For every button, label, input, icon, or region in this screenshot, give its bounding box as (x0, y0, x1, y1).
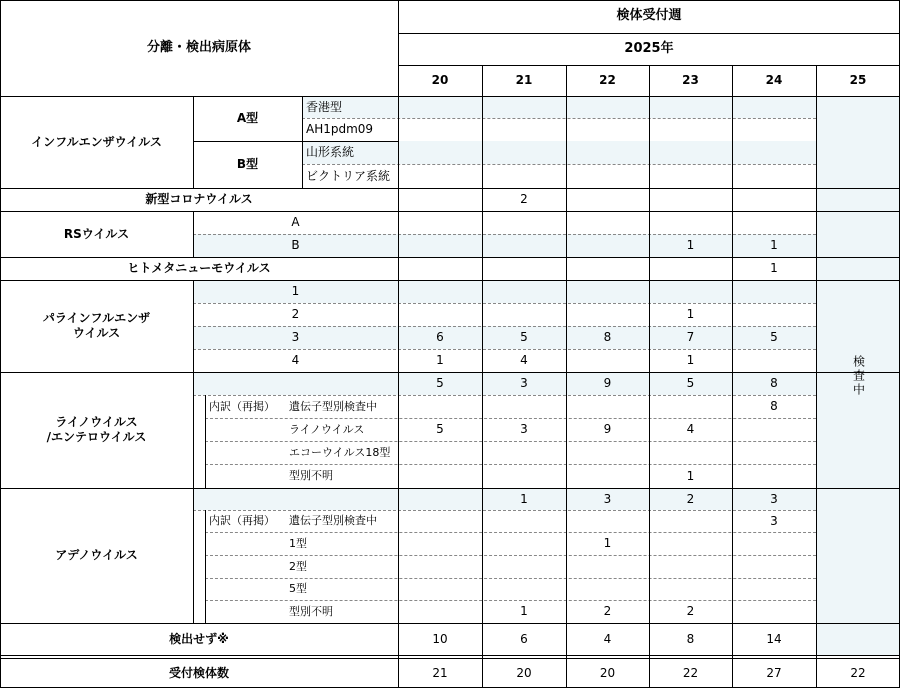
count-cell: 27 (766, 665, 782, 680)
count-cell (398, 441, 482, 464)
week-number: 20 (431, 73, 449, 87)
not-detected-label: 検出せず※ (169, 631, 229, 646)
grid-line (0, 658, 900, 659)
count-cell (566, 257, 649, 280)
grid-line (193, 510, 816, 511)
count-cell (398, 188, 482, 211)
count-cell (398, 488, 482, 510)
week-heading: 検体受付週 (616, 8, 682, 24)
count-cell: 3 (520, 376, 528, 390)
grid-line (0, 257, 900, 258)
count-cell: 6 (436, 330, 444, 344)
count-cell (649, 578, 732, 600)
count-cell: 5 (436, 422, 444, 436)
count-cell (649, 280, 732, 303)
count-cell: 21 (432, 665, 448, 680)
count-cell (566, 280, 649, 303)
grid-line (732, 65, 733, 688)
count-cell: 20 (599, 665, 616, 680)
count-cell (398, 510, 482, 532)
count-cell (482, 555, 566, 578)
grid-line (302, 96, 303, 188)
count-cell (566, 303, 649, 326)
week-number: 22 (599, 73, 616, 87)
count-cell (566, 578, 649, 600)
grid-line (193, 349, 816, 350)
count-cell: 3 (520, 422, 528, 436)
pending-label: 検査中 (851, 354, 866, 397)
grid-line (193, 280, 194, 623)
count-cell: 2 (520, 192, 528, 206)
count-cell (482, 441, 566, 464)
adeno-subtype: 型別不明 (289, 604, 333, 618)
count-cell: 1 (520, 604, 528, 618)
grid-line (566, 65, 567, 688)
grid-line (193, 96, 194, 188)
count-cell (482, 257, 566, 280)
grid-line (205, 510, 206, 623)
count-cell: 1 (770, 238, 778, 252)
count-cell (398, 211, 482, 234)
grid-line (205, 578, 816, 579)
count-cell: 1 (686, 238, 695, 252)
shaded-band (193, 488, 302, 510)
grid-line (0, 623, 900, 624)
count-cell: 4 (686, 422, 695, 436)
para-subtype: 1 (291, 284, 300, 298)
count-cell: 22 (682, 665, 699, 680)
influenza-subtype: 山形系統 (306, 145, 355, 159)
count-cell (732, 188, 816, 211)
count-cell: 5 (770, 330, 778, 344)
count-cell (398, 280, 482, 303)
group-covid: 新型コロナウイルス (145, 192, 253, 206)
influenza-type-a: A型 (236, 111, 259, 125)
week-number: 25 (849, 73, 867, 87)
rsv-subtype: B (291, 238, 300, 252)
count-cell (649, 257, 732, 280)
grid-line (193, 211, 194, 257)
count-cell: 1 (686, 468, 695, 483)
count-cell (482, 510, 566, 532)
count-cell (649, 211, 732, 234)
count-cell (398, 395, 482, 418)
grid-line (193, 326, 816, 327)
count-cell (732, 578, 816, 600)
count-cell (482, 395, 566, 418)
count-cell (566, 188, 649, 211)
grid-line (193, 234, 816, 235)
count-cell (482, 464, 566, 488)
count-cell: 8 (770, 376, 778, 390)
rsv-subtype: A (291, 215, 300, 229)
grid-line (649, 65, 650, 688)
count-cell (649, 395, 732, 418)
grid-line (398, 0, 399, 688)
group-parainfluenza (0, 280, 193, 372)
page-title: 分離・検出病原体 (146, 39, 251, 55)
count-cell (649, 188, 732, 211)
count-cell (398, 532, 482, 555)
grid-line (205, 555, 816, 556)
count-cell (566, 510, 649, 532)
count-cell (732, 211, 816, 234)
count-cell: 22 (850, 665, 866, 680)
count-cell: 3 (603, 491, 612, 506)
count-cell: 8 (770, 399, 778, 413)
group-name-line: パラインフルエンザ (42, 311, 151, 325)
count-cell (398, 303, 482, 326)
adeno-subtype: 遺伝子型別検査中 (289, 514, 377, 528)
breakdown-label: 内訳（再掲） (209, 514, 275, 528)
grid-line (0, 0, 1, 688)
count-cell (732, 532, 816, 555)
count-cell (649, 441, 732, 464)
group-rsv: RSウイルス (63, 226, 130, 241)
count-cell (398, 234, 482, 257)
count-cell: 3 (770, 513, 778, 528)
para-subtype: 4 (291, 353, 300, 367)
influenza-subtype: AH1pdm09 (306, 122, 374, 136)
count-cell (732, 555, 816, 578)
adeno-subtype: 1型 (289, 536, 307, 550)
count-cell: 8 (603, 330, 612, 344)
para-subtype: 3 (291, 330, 300, 344)
count-cell (482, 303, 566, 326)
count-cell: 10 (432, 631, 448, 646)
grid-line (205, 464, 816, 465)
influenza-subtype: ビクトリア系統 (306, 168, 391, 183)
para-subtype: 2 (291, 307, 300, 321)
grid-line (193, 141, 398, 142)
count-cell (482, 211, 566, 234)
grid-line (193, 303, 816, 304)
count-cell (482, 234, 566, 257)
count-cell (566, 395, 649, 418)
count-cell: 1 (686, 307, 695, 321)
count-cell (482, 280, 566, 303)
count-cell: 1 (770, 261, 778, 275)
count-cell (732, 349, 816, 372)
rhino-subtype: 型別不明 (289, 469, 333, 483)
count-cell (649, 510, 732, 532)
grid-line (0, 211, 900, 212)
grid-line (193, 395, 816, 396)
count-cell: 2 (686, 604, 695, 618)
group-hmpv: ヒトメタニューモウイルス (127, 261, 271, 275)
count-cell (732, 600, 816, 623)
count-cell (398, 257, 482, 280)
count-cell: 1 (520, 491, 528, 506)
grid-line (0, 372, 900, 373)
group-name-line: ライノウイルス (55, 415, 138, 429)
group-name-line: /エンテロウイルス (46, 430, 147, 444)
count-cell (398, 555, 482, 578)
count-cell (566, 464, 649, 488)
breakdown-label: 内訳（再掲） (209, 399, 275, 413)
count-cell (732, 441, 816, 464)
count-cell (566, 349, 649, 372)
week-number: 21 (515, 73, 533, 87)
grid-line (0, 188, 900, 189)
adeno-subtype: 2型 (289, 559, 307, 573)
count-cell: 5 (436, 376, 444, 390)
count-cell: 4 (603, 631, 612, 646)
grid-line (0, 488, 900, 489)
grid-line (205, 441, 816, 442)
shaded-band (193, 372, 302, 395)
grid-line (0, 280, 900, 281)
grid-line (0, 0, 900, 1)
grid-line (0, 96, 900, 97)
group-influenza: インフルエンザウイルス (31, 134, 162, 149)
count-cell (482, 578, 566, 600)
rhino-subtype: ライノウイルス (289, 422, 365, 436)
grid-line (205, 395, 206, 488)
count-cell (732, 280, 816, 303)
grid-line (205, 418, 816, 419)
adeno-subtype: 5型 (289, 582, 307, 596)
grid-line (0, 655, 900, 656)
grid-line (205, 532, 816, 533)
count-cell: 1 (436, 353, 444, 367)
count-cell (566, 211, 649, 234)
influenza-type-b: B型 (236, 157, 259, 171)
count-cell: 1 (686, 353, 695, 367)
count-cell: 7 (686, 330, 695, 344)
count-cell (398, 464, 482, 488)
count-cell: 5 (520, 330, 528, 344)
count-cell: 5 (686, 376, 695, 390)
count-cell: 2 (686, 491, 695, 506)
count-cell: 3 (770, 491, 778, 506)
count-cell: 20 (516, 665, 532, 680)
grid-line (816, 65, 817, 688)
count-cell (566, 441, 649, 464)
rhino-subtype: 遺伝子型別検査中 (289, 399, 377, 413)
count-cell: 4 (520, 353, 528, 367)
group-name-line: ウイルス (72, 326, 121, 340)
count-cell: 2 (603, 604, 612, 618)
count-cell (398, 578, 482, 600)
count-cell: 14 (766, 631, 782, 646)
count-cell (566, 555, 649, 578)
count-cell: 8 (686, 631, 695, 646)
grid-line (302, 118, 816, 119)
count-cell (732, 418, 816, 441)
count-cell (482, 532, 566, 555)
grid-line (302, 164, 816, 165)
count-cell (649, 555, 732, 578)
count-cell: 1 (603, 536, 612, 550)
grid-line (205, 600, 816, 601)
group-adenovirus: アデノウイルス (55, 548, 138, 562)
received-label: 受付検体数 (168, 665, 229, 680)
count-cell (566, 234, 649, 257)
count-cell (649, 532, 732, 555)
year-label: 2025年 (624, 40, 674, 56)
count-cell: 9 (603, 376, 612, 390)
grid-line (482, 65, 483, 688)
count-cell (398, 600, 482, 623)
count-cell: 6 (520, 631, 528, 646)
influenza-subtype: 香港型 (306, 99, 343, 114)
week-number: 24 (765, 73, 783, 87)
rhino-subtype: エコーウイルス18型 (289, 445, 391, 459)
group-rhinovirus (0, 372, 193, 488)
count-cell (732, 303, 816, 326)
count-cell (732, 464, 816, 488)
grid-line (398, 33, 900, 34)
week-number: 23 (682, 73, 699, 87)
count-cell: 9 (603, 422, 612, 436)
